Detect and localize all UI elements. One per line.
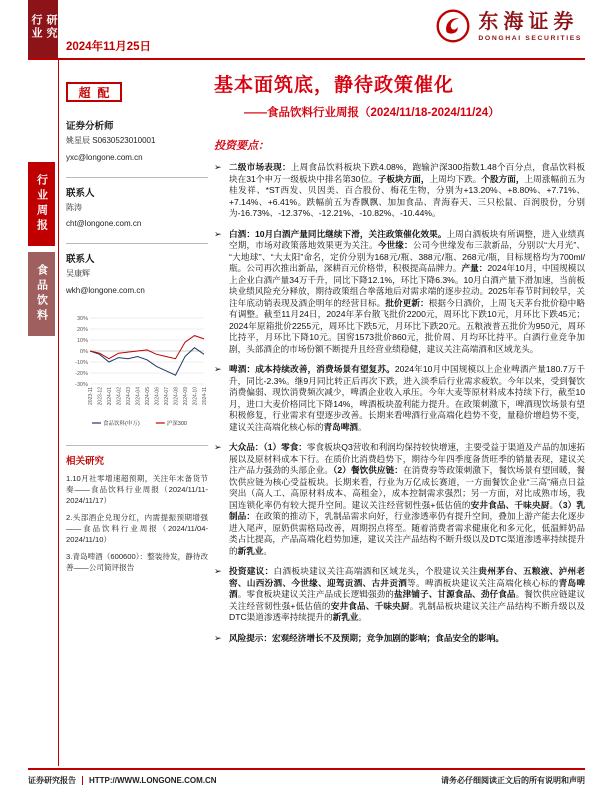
- vertical-tab-industry-weekly: [28, 162, 55, 246]
- sidebar: [66, 82, 208, 573]
- vertical-tab-food-beverage-label: 食品饮料: [35, 264, 48, 324]
- contact-email-link[interactable]: wkh@longone.com.cn: [66, 285, 145, 295]
- vertical-tab-food-beverage: [28, 252, 55, 336]
- analyst-section: [66, 118, 208, 165]
- contact-name: 陈涛: [66, 202, 82, 212]
- related-report-item: 2.头部酒企兑现分红，内需提振预期增强——食品饮料行业周报（2024/11/04-2024/11/10）: [66, 512, 208, 544]
- svg-text:10%: 10%: [76, 337, 88, 344]
- contact-email-link[interactable]: cht@longone.com.cn: [66, 219, 142, 229]
- footer-divider: [28, 768, 585, 770]
- investment-points-heading: 投资要点：: [214, 140, 269, 152]
- brand-logo: [435, 8, 582, 44]
- svg-text:2023-11: 2023-11: [88, 386, 94, 405]
- svg-text:0%: 0%: [80, 348, 88, 355]
- contact-name: 吴康辉: [66, 269, 90, 279]
- report-date: 2024年11月25日: [66, 41, 152, 53]
- footer: [28, 775, 585, 786]
- investment-point: [214, 229, 585, 356]
- investment-points-list: [214, 162, 585, 644]
- related-research-list: [66, 473, 208, 573]
- contact-section: [66, 177, 208, 232]
- bullet-arrow-icon: ➢: [214, 162, 222, 172]
- relative-performance-chart: [66, 312, 208, 435]
- svg-text:2024-06: 2024-06: [154, 386, 161, 406]
- vertical-tab-industry-research: [28, 0, 58, 60]
- point-text: 大众品：（1）零食：零食板块Q3营收和利润均保持较快增速，主要受益于渠道及产品的加速拓展以及原材料成本下行。在质价比消费趋势下，期待今年四季度备货旺季的销量表现，建议关注产品力强劲的头部企业。（2）餐饮供应链：在消费券等政策刺激下，餐饮场景有望回暖，餐饮供应链为核心受益板块。长期来看，行业为万亿成长赛道，一方面餐饮企业“三高”痛点日益突出（高人工、高原材料成本、高租金），成本控制需求强烈；另一方面，对比成熟市场，我国连锁化率仍有较大提升空间。建议关注经营韧性强+低估值的安井食品、千味央厨。（3）乳制品：在政策的推动下，乳制品需求向好，行业渗透率仍有提升空间，叠加上游产能去化逐步进入尾声，原奶供需格局改善，周期拐点将至。随着消费者需求健康化和多元化，低温鲜奶品类占比提高，产品高端化趋势加速，建议关注产品结构不断升级以及DTC渠道渗透率持续提升的新乳业。: [229, 442, 586, 556]
- brand-emblem-icon: [435, 8, 471, 44]
- svg-text:2024-07: 2024-07: [164, 386, 170, 406]
- svg-text:-30%: -30%: [75, 381, 88, 388]
- related-report-item: 3.青岛啤酒（600600）：整装待发，静待改善——公司简评报告: [66, 551, 208, 572]
- point-text: 风险提示：宏观经济增长不及预期；竞争加剧的影响；食品安全的影响。: [229, 632, 505, 643]
- brand-name-en: DONGHAI SECURITIES: [478, 34, 582, 42]
- svg-text:2024-11: 2024-11: [202, 386, 208, 405]
- vertical-tab-industry-weekly-label: 行业周报: [35, 174, 48, 234]
- analyst-cert-number: S0630523010001: [92, 136, 156, 145]
- investment-point: [214, 442, 585, 557]
- svg-text:2024-03: 2024-03: [126, 386, 132, 406]
- contact-section: [66, 243, 208, 298]
- bullet-arrow-icon: ➢: [214, 364, 222, 374]
- footer-disclaimer: 请务必仔细阅读正文后的所有说明和声明: [441, 776, 585, 785]
- investment-point: [214, 566, 585, 624]
- analyst-name-cert: [66, 135, 208, 147]
- footer-report-type: 证券研究报告: [28, 776, 76, 785]
- analyst-name: 姚星辰: [66, 136, 90, 145]
- header-divider: [28, 58, 585, 60]
- bullet-arrow-icon: ➢: [214, 228, 222, 239]
- svg-text:沪深300: 沪深300: [166, 420, 187, 427]
- bullet-arrow-icon: ➢: [214, 632, 222, 643]
- svg-text:2023-12: 2023-12: [97, 386, 104, 406]
- related-research-heading: 相关研究: [66, 445, 208, 467]
- brand-name-cn: 东海证券: [478, 10, 579, 33]
- svg-text:2024-01: 2024-01: [107, 386, 113, 406]
- investment-point: [214, 162, 585, 220]
- svg-text:2024-10: 2024-10: [192, 386, 199, 406]
- report-title: 基本面筑底，静待政策催化: [214, 75, 455, 96]
- analyst-heading: 证券分析师: [66, 121, 114, 132]
- svg-text:2024-04: 2024-04: [135, 386, 142, 406]
- svg-text:20%: 20%: [76, 326, 88, 333]
- contact-heading: 联系人: [66, 187, 95, 199]
- investment-point: [214, 633, 585, 645]
- svg-text:-20%: -20%: [75, 370, 88, 377]
- investment-point: [214, 364, 585, 433]
- svg-text:30%: 30%: [76, 315, 88, 322]
- contact-heading: 联系人: [66, 254, 95, 266]
- bullet-arrow-icon: ➢: [214, 566, 222, 576]
- svg-text:2024-05: 2024-05: [145, 386, 151, 406]
- bullet-arrow-icon: ➢: [214, 442, 222, 452]
- footer-website-link[interactable]: HTTP://WWW.LONGONE.COM.CN: [89, 776, 217, 785]
- point-text: 投资建议：白酒板块建议关注高端酒和区域龙头，个股建议关注贵州茅台、五粮液、泸州老窖、山西汾酒、今世缘、迎驾贡酒、古井贡酒等。啤酒板块建议关注高端化核心标的青岛啤酒。零食板块建议关注产品成长逻辑强劲的盐津铺子、甘源食品、劲仔食品。餐饮供应链建议关注经营韧性强+低估值的安井食品、千味央厨。乳制品板块建议关注产品结构不断升级以及DTC渠道渗透率持续提升的新乳业。: [229, 566, 585, 622]
- brand-text: [478, 11, 582, 42]
- report-subtitle: ——食品饮料行业周报（2024/11/18-2024/11/24）: [244, 107, 500, 119]
- svg-text:2024-09: 2024-09: [183, 386, 189, 406]
- rating-badge: 超配: [66, 82, 122, 102]
- svg-text:食品饮料(申万): 食品饮料(申万): [103, 420, 140, 427]
- point-text: 啤酒：成本持续改善，消费场景有望复苏。2024年10月中国规模以上企业啤酒产量180.7万千升，同比-2.3%。继9月同比转正后再次下跌，进入淡季后行业需求疲软。今年以来，受到餐饮消费偏弱、现饮消费频次减少，啤酒企业收入承压。今年大麦等原材料成本持续下行，截至10月，进口大麦价格同比下降14%，啤酒板块盈利能力提升。在政策刺激下，啤酒现饮场景有望积极修复，行业需求有望逐步改善。长期来看啤酒行业高端化趋势不变，量稳价增趋势不变，建议关注高端化核心标的青岛啤酒。: [229, 364, 585, 432]
- report-body: [214, 70, 585, 644]
- point-text: 白酒：10月白酒产量同比继续下滑，关注政策催化效果。上周白酒板块有所调整，进入业绩真空期，市场对政策落地效果更为关注。今世缘：公司今世缘发布三款新品，分别以“大月光”、“大地球”、“大太阳”命名，定价分别为168元/瓶、388元/瓶、268元/瓶，目标规格均为700ml/瓶。公司再次推出新品，深耕百元价格带，积极提高品牌力。产量：2024年10月，中国规模以上企业白酒产量34万千升，同比下降12.1%，环比下降6.3%。10月白酒产量下滑加速，当前板块业绩风险充分释放，期待政策组合拳落地后对需求端的逐步拉动。2025年春节时间较早，关注年底动销表现及酒企明年的经营目标。批价更新：根据今日酒价，上周飞天茅台批价稳中略有调整。截至11月24日，2024年茅台散飞批价2200元，周环比下跌10元，月环比下跌45元；2024年原箱批价2255元，周环比下跌5元，月环比下跌20元。五粮液普五批价为950元，周环比持平，月环比下降10元。国窖1573批价860元，批价周、月均环比持平。白酒行业竞争加剧，头部酒企的市场份额不断提升且经营业绩稳健，建议关注高端酒和区域龙头。: [229, 228, 585, 354]
- performance-chart-svg: [66, 312, 208, 430]
- related-report-item: 1.10月社零增速超预期，关注年末备货节奏——食品饮料行业周报（2024/11/11-2024/11/17）: [66, 473, 208, 505]
- point-text: 二级市场表现：上周食品饮料板块下跌4.08%，跑输沪深300指数1.48个百分点，食品饮料板块在31个申万一级板块中排名第30位。子板块方面，上周均下跌。个股方面，上周涨幅前五为桂发祥、*ST西发、贝因美、百合股份、梅花生物，分别为+13.20%、+8.80%、+7.71%、+7.14%、+6.41%。跌幅前五为香飘飘、加加食品、青海春天、三只松鼠、百润股份，分别为-16.73%、-12.37%、-12.21%、-10.82%、-10.44%。: [229, 162, 585, 218]
- analyst-email-link[interactable]: yxc@longone.com.cn: [66, 152, 143, 162]
- left-vertical-rule: [58, 60, 59, 766]
- vertical-tab-industry-research-label: 行业研究: [30, 14, 57, 40]
- svg-text:2024-02: 2024-02: [116, 386, 123, 406]
- svg-text:2024-08: 2024-08: [173, 386, 180, 406]
- svg-text:-10%: -10%: [75, 359, 88, 366]
- footer-separator: [82, 776, 83, 785]
- footer-left: [28, 775, 217, 786]
